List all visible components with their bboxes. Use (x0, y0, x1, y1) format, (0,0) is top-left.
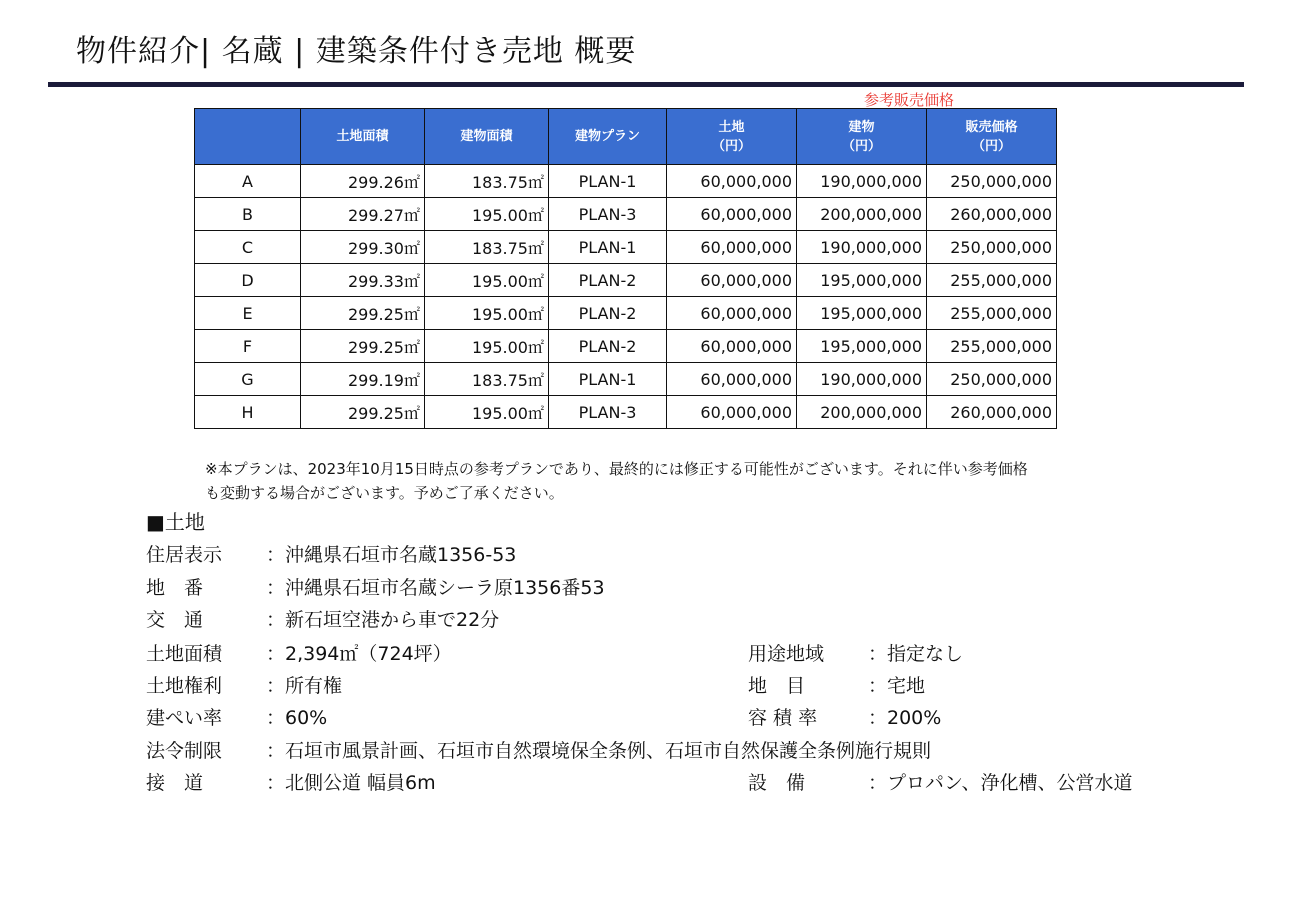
header-land-price: 土地 （円） (667, 109, 797, 165)
sale-price-cell: 250,000,000 (927, 363, 1057, 396)
reference-price-note: 参考販売価格 (864, 91, 955, 109)
building-area-cell: 183.75㎡ (425, 231, 549, 264)
lot-cell: H (195, 396, 301, 429)
facilities-value: ：プロパン、浄化槽、公営水道 (868, 772, 1133, 794)
land-price-cell: 60,000,000 (667, 264, 797, 297)
land-rights-row (146, 672, 342, 700)
building-area-cell: 195.00㎡ (425, 264, 549, 297)
floor-area-ratio-value: ：200% (868, 707, 942, 729)
building-area-cell: 195.00㎡ (425, 198, 549, 231)
table-row (195, 396, 1057, 429)
building-price-cell: 190,000,000 (797, 363, 927, 396)
land-area-row (146, 640, 452, 668)
land-area-cell: 299.25㎡ (301, 396, 425, 429)
land-category-value: ：宅地 (868, 675, 926, 697)
land-area-cell: 299.33㎡ (301, 264, 425, 297)
address-value: ：沖縄県石垣市名蔵1356-53 (266, 544, 517, 566)
building-area-cell: 183.75㎡ (425, 363, 549, 396)
land-price-cell: 60,000,000 (667, 396, 797, 429)
coverage-ratio-value: ：60% (266, 707, 328, 729)
lot-cell: A (195, 165, 301, 198)
land-category-label: 地 目 (748, 675, 806, 697)
zoning-row (748, 640, 963, 668)
plan-cell: PLAN-2 (549, 297, 667, 330)
building-price-cell: 195,000,000 (797, 264, 927, 297)
sale-price-cell: 260,000,000 (927, 198, 1057, 231)
regulations-value: ：石垣市風景計画、石垣市自然環境保全条例、石垣市自然保護全条例施行規則 (266, 740, 932, 762)
coverage-ratio-label: 建ぺい率 (146, 707, 223, 729)
building-area-cell: 195.00㎡ (425, 330, 549, 363)
access-row (146, 606, 499, 634)
lot-cell: G (195, 363, 301, 396)
land-price-cell: 60,000,000 (667, 165, 797, 198)
zoning-label: 用途地域 (748, 643, 825, 665)
land-price-cell: 60,000,000 (667, 363, 797, 396)
zoning-value: ：指定なし (868, 643, 964, 665)
road-access-label: 接 道 (146, 772, 204, 794)
table-row (195, 231, 1057, 264)
land-area-cell: 299.25㎡ (301, 330, 425, 363)
land-area-cell: 299.30㎡ (301, 231, 425, 264)
lot-cell: D (195, 264, 301, 297)
building-price-cell: 190,000,000 (797, 165, 927, 198)
plan-cell: PLAN-2 (549, 330, 667, 363)
regulations-row (146, 737, 931, 765)
table-header-row (195, 109, 1057, 165)
table-row (195, 297, 1057, 330)
header-building-area: 建物面積 (425, 109, 549, 165)
building-area-cell: 195.00㎡ (425, 396, 549, 429)
plan-cell: PLAN-1 (549, 363, 667, 396)
sale-price-cell: 255,000,000 (927, 264, 1057, 297)
plan-cell: PLAN-3 (549, 198, 667, 231)
header-building-plan: 建物プラン (549, 109, 667, 165)
plan-cell: PLAN-2 (549, 264, 667, 297)
facilities-row (748, 769, 1132, 797)
land-category-row (748, 672, 925, 700)
land-area-cell: 299.25㎡ (301, 297, 425, 330)
header-building-price: 建物 （円） (797, 109, 927, 165)
land-area-cell: 299.19㎡ (301, 363, 425, 396)
lot-number-value: ：沖縄県石垣市名蔵シーラ原1356番53 (266, 577, 605, 599)
table-row (195, 264, 1057, 297)
land-area-value: ：2,394㎡（724坪） (266, 643, 452, 665)
land-area-cell: 299.26㎡ (301, 165, 425, 198)
table-row (195, 165, 1057, 198)
land-section-title: ■土地 (146, 510, 205, 534)
header-lot (195, 109, 301, 165)
sale-price-cell: 255,000,000 (927, 297, 1057, 330)
land-rights-label: 土地権利 (146, 675, 223, 697)
sale-price-cell: 250,000,000 (927, 231, 1057, 264)
table-row (195, 363, 1057, 396)
title-divider (48, 82, 1244, 87)
header-land-area: 土地面積 (301, 109, 425, 165)
building-area-cell: 195.00㎡ (425, 297, 549, 330)
sale-price-cell: 260,000,000 (927, 396, 1057, 429)
regulations-label: 法令制限 (146, 740, 223, 762)
facilities-label: 設 備 (748, 772, 806, 794)
land-area-label: 土地面積 (146, 643, 223, 665)
table-row (195, 330, 1057, 363)
sale-price-cell: 250,000,000 (927, 165, 1057, 198)
coverage-ratio-row (146, 704, 327, 732)
road-access-value: ：北側公道 幅員6m (266, 772, 436, 794)
land-area-cell: 299.27㎡ (301, 198, 425, 231)
address-row (146, 541, 516, 569)
plan-cell: PLAN-1 (549, 165, 667, 198)
land-price-cell: 60,000,000 (667, 330, 797, 363)
building-price-cell: 195,000,000 (797, 330, 927, 363)
lot-cell: C (195, 231, 301, 264)
lot-cell: B (195, 198, 301, 231)
plan-disclaimer-note: ※本プランは、2023年10月15日時点の参考プランであり、最終的には修正する可能性がございます。それに伴い参考価格も変動する場合がございます。予めご了承ください。 (205, 460, 1028, 502)
floor-area-ratio-row (748, 704, 941, 732)
land-price-cell: 60,000,000 (667, 297, 797, 330)
lot-number-label: 地 番 (146, 577, 204, 599)
table-row (195, 198, 1057, 231)
building-price-cell: 200,000,000 (797, 396, 927, 429)
header-sale-price: 販売価格 （円） (927, 109, 1057, 165)
address-label: 住居表示 (146, 544, 223, 566)
building-area-cell: 183.75㎡ (425, 165, 549, 198)
road-access-row (146, 769, 436, 797)
plan-cell: PLAN-3 (549, 396, 667, 429)
access-label: 交 通 (146, 609, 204, 631)
page-title: 物件紹介| 名蔵 | 建築条件付き売地 概要 (76, 34, 637, 69)
sale-price-cell: 255,000,000 (927, 330, 1057, 363)
lot-number-row (146, 574, 605, 602)
price-table (194, 108, 1057, 429)
building-price-cell: 190,000,000 (797, 231, 927, 264)
land-price-cell: 60,000,000 (667, 231, 797, 264)
lot-cell: F (195, 330, 301, 363)
land-price-cell: 60,000,000 (667, 198, 797, 231)
access-value: ：新石垣空港から車で22分 (266, 609, 500, 631)
land-rights-value: ：所有権 (266, 675, 343, 697)
floor-area-ratio-label: 容 積 率 (748, 707, 818, 729)
building-price-cell: 195,000,000 (797, 297, 927, 330)
building-price-cell: 200,000,000 (797, 198, 927, 231)
lot-cell: E (195, 297, 301, 330)
plan-cell: PLAN-1 (549, 231, 667, 264)
